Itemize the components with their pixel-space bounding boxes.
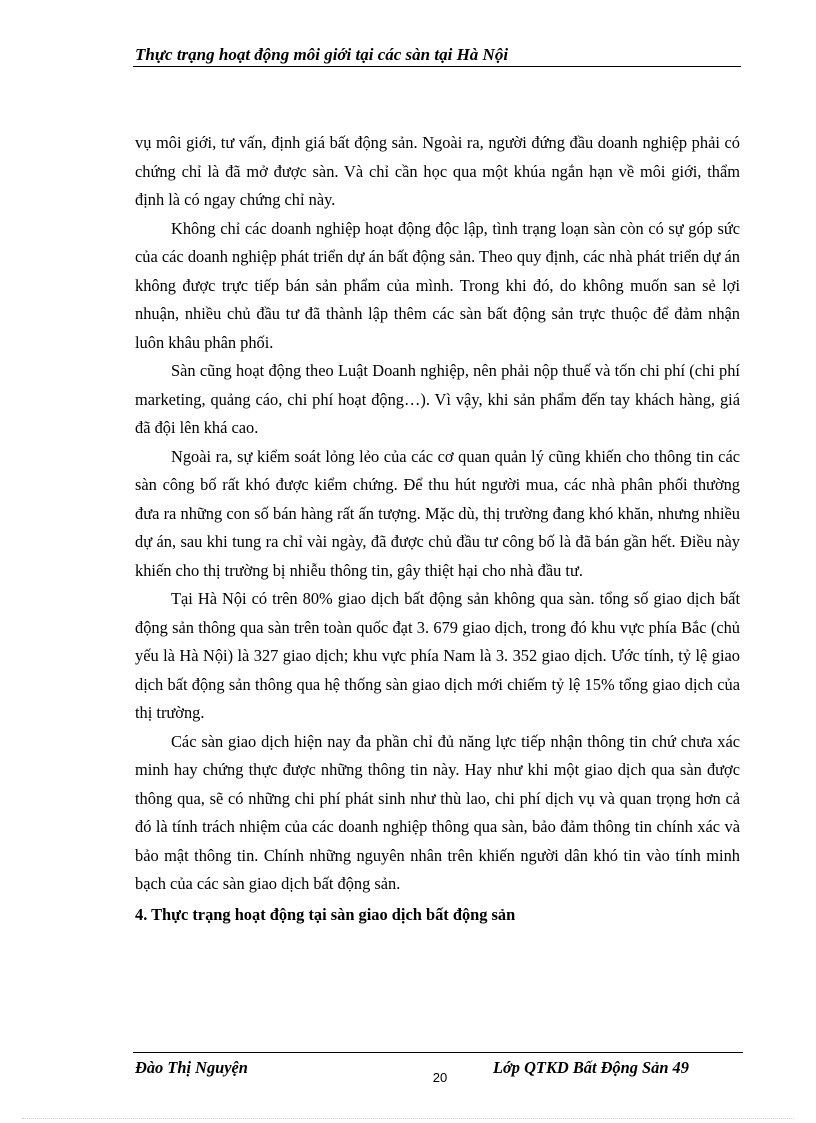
page-number: 20 <box>432 1070 448 1085</box>
paragraph-4: Ngoài ra, sự kiểm soát lỏng lẻo của các cơ quan quản lý cũng khiến cho thông tin các sàn công bố rất khó được kiểm chứng. Để thu hút người mua, các nhà phân phối thường đưa ra những con số bán hàng rất ấn tượng. Mặc dù, thị trường đang khó khăn, nhưng nhiều dự án, sau khi tung ra chỉ vài ngày, đã được chủ đầu tư công bố là đã bán gần hết. Điều này khiến cho thị trường bị nhiễu thông tin, gây thiệt hại cho nhà đầu tư. <box>135 446 740 580</box>
paragraph-3: Sàn cũng hoạt động theo Luật Doanh nghiệp, nên phải nộp thuế và tốn chi phí (chi phí marketing, quảng cáo, chi phí hoạt động…). Vì vậy, khi sản phẩm đến tay khách hàng, giá đã đội lên khá cao. <box>135 361 740 437</box>
running-header-title: Thực trạng hoạt động môi giới tại các sàn tại Hà Nội <box>135 45 509 64</box>
paragraph-2: Không chỉ các doanh nghiệp hoạt động độc lập, tình trạng loạn sàn còn có sự góp sức của các doanh nghiệp phát triển dự án bất động sản. Theo quy định, các nhà phát triển dự án không được trực tiếp bán sản phẩm của mình. Trong khi đó, do không muốn san sẻ lợi nhuận, nhiều chủ đầu tư đã thành lập thêm các sàn bất động sản trực thuộc để đảm nhận luôn khâu phân phối. <box>135 218 740 352</box>
footer-class-name: Lớp QTKD Bất Động Sản 49 <box>493 1058 689 1077</box>
footer-author: Đào Thị Nguyện <box>135 1058 248 1077</box>
paragraph-1: vụ môi giới, tư vấn, định giá bất động sản. Ngoài ra, người đứng đầu doanh nghiệp phải có chứng chỉ là đã mở được sàn. Và chỉ cần học qua một khúa ngắn hạn về môi giới, thẩm định là có ngay chứng chỉ này. <box>135 133 740 209</box>
paragraph-5: Tại Hà Nội có trên 80% giao dịch bất động sản không qua sàn. tổng số giao dịch bất động sản thông qua sàn trên toàn quốc đạt 3. 679 giao dịch, trong đó khu vực phía Bắc (chủ yếu là Hà Nội) là 327 giao dịch; khu vực phía Nam là 3. 352 giao dịch. Ước tính, tỷ lệ giao dịch bất động sản thông qua hệ thống sàn giao dịch mới chiếm tỷ lệ 15% tổng giao dịch của thị trường. <box>135 589 740 722</box>
document-body <box>135 129 740 929</box>
page-edge-divider <box>22 1118 794 1119</box>
header-rule <box>133 66 741 67</box>
footer-rule <box>133 1052 743 1053</box>
section-heading: 4. Thực trạng hoạt động tại sàn giao dịch bất động sản <box>135 904 516 924</box>
paragraph-6: Các sàn giao dịch hiện nay đa phần chỉ đủ năng lực tiếp nhận thông tin chứ chưa xác minh hay chứng thực được những thông tin này. Hay như khi một giao dịch qua sàn được thông qua, sẽ có những chi phí phát sinh như thù lao, chi phí dịch vụ và quan trọng hơn cả đó là tính trách nhiệm của các doanh nghiệp thông qua sàn, bảo đảm thông tin chính xác và bảo mật thông tin. Chính những nguyên nhân trên khiến người dân khó tin vào tính minh bạch của các sàn giao dịch bất động sản. <box>135 731 740 893</box>
